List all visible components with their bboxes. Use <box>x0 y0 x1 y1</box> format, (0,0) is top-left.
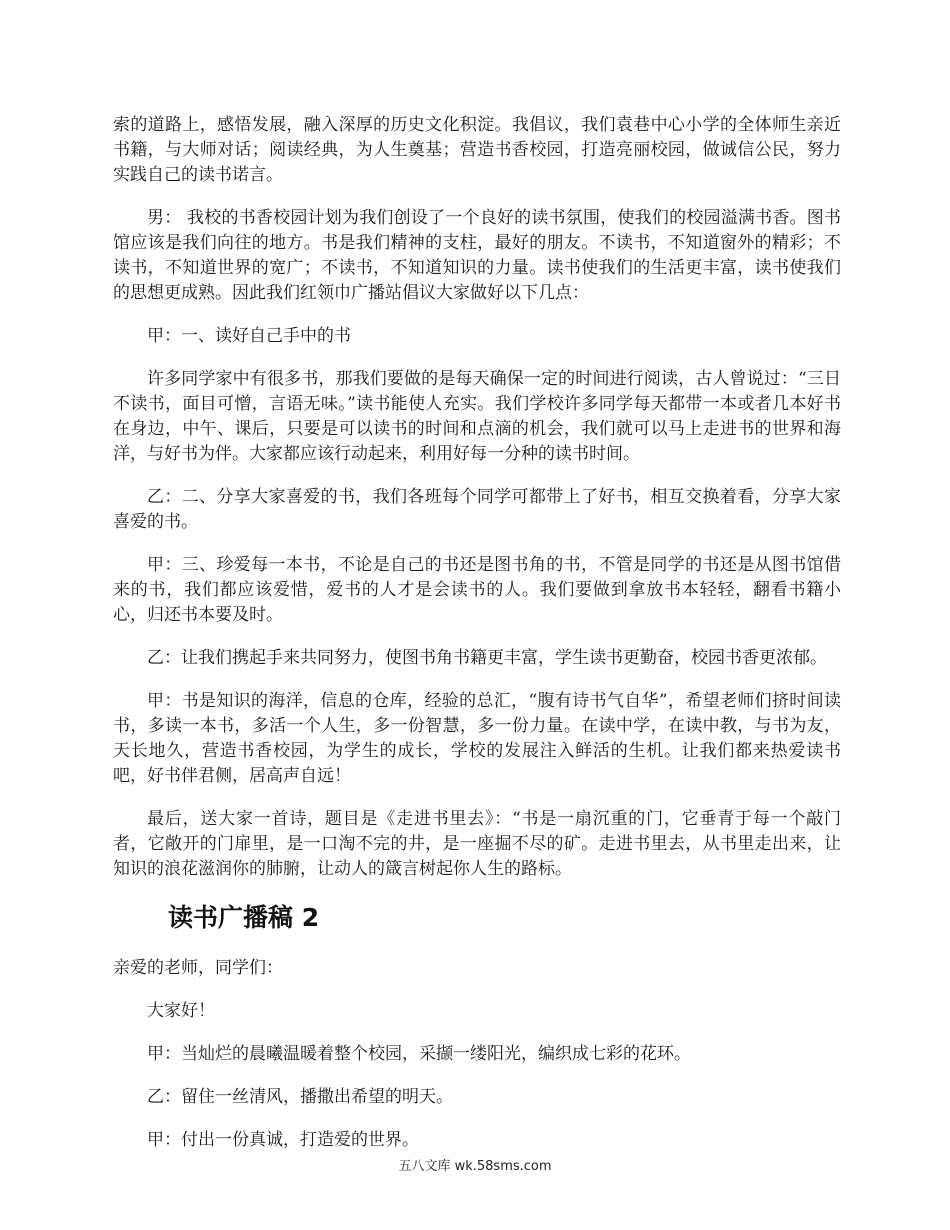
body-paragraph: 甲：三、珍爱每一本书，不论是自己的书还是图书角的书，不管是同学的书还是从图书馆借来的书，我们都应该爱惜，爱书的人才是会读书的人。我们要做到拿放书本轻轻，翻看书籍小心，归还书本要及时。 <box>113 555 841 625</box>
body-paragraph: 乙：留住一丝清风，播撒出希望的明天。 <box>147 1087 453 1107</box>
body-paragraph: 最后，送大家一首诗，题目是《走进书里去》：“书是一扇沉重的门，它垂青于每一个敲门者，它敞开的门扉里，是一口淘不完的井，是一座掘不尽的矿。走进书里去，从书里走出来，让知识的浪花滋润你的肺腑，让动人的箴言树起你人生的路标。 <box>113 809 841 879</box>
body-paragraph: 甲：书是知识的海洋，信息的仓库，经验的总汇，“腹有诗书气自华”，希望老师们挤时间读书，多读一本书，多活一个人生，多一份智慧，多一份力量。在读中学，在读中教，与书为友，天长地久，营造书香校园，为学生的成长，学校的发展注入鲜活的生机。让我们都来热爱读书吧，好书伴君侧，居高声自远！ <box>113 691 841 786</box>
section-heading: 读书广播稿 2 <box>168 903 320 932</box>
body-paragraph: 乙：让我们携起手来共同努力，使图书角书籍更丰富，学生读书更勤奋，校园书香更浓郁。 <box>147 648 827 668</box>
body-paragraph: 男： 我校的书香校园计划为我们创设了一个良好的读书氛围，使我们的校园溢满书香。图书馆应该是我们向往的地方。书是我们精神的支柱，最好的朋友。不读书，不知道窗外的精彩；不读书，不知道世界的宽广；不读书，不知道知识的力量。读书使我们的生活更丰富，读书使我们的思想更成熟。因此我们红领巾广播站倡议大家做好以下几点： <box>113 208 841 303</box>
body-paragraph: 甲：付出一份真诚，打造爱的世界。 <box>147 1130 419 1150</box>
body-paragraph: 大家好！ <box>147 1001 215 1021</box>
salutation-paragraph: 亲爱的老师，同学们： <box>113 958 283 978</box>
document-body <box>113 113 841 1171</box>
body-paragraph: 甲：一、读好自己手中的书 <box>147 326 351 346</box>
body-paragraph: 许多同学家中有很多书，那我们要做的是每天确保一定的时间进行阅读，古人曾说过：“三日不读书，面目可憎，言语无味。”读书能使人充实。我们学校许多同学每天都带一本或者几本好书在身边，中午、课后，只要是可以读书的时间和点滴的机会，我们就可以马上走进书的世界和海洋，与好书为伴。大家都应该行动起来，利用好每一分种的读书时间。 <box>113 369 841 464</box>
body-paragraph: 甲：当灿烂的晨曦温暖着整个校园，采撷一缕阳光，编织成七彩的花环。 <box>147 1044 691 1064</box>
body-paragraph: 乙：二、分享大家喜爱的书，我们各班每个同学可都带上了好书，相互交换着看，分享大家喜爱的书。 <box>113 487 841 532</box>
page-footer-watermark: 五八文库 wk.58sms.com <box>398 1159 552 1174</box>
body-paragraph: 索的道路上，感悟发展，融入深厚的历史文化积淀。我倡议，我们袁巷中心小学的全体师生亲近书籍，与大师对话；阅读经典，为人生奠基；营造书香校园，打造亮丽校园，做诚信公民，努力实践自己的读书诺言。 <box>113 115 841 185</box>
